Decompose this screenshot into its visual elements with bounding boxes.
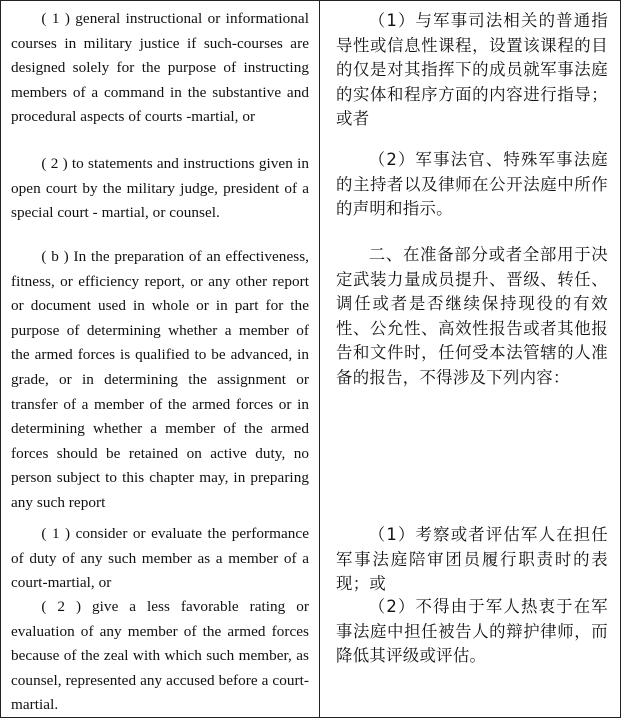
chinese-paragraph-1: （1）与军事司法相关的普通指导性或信息性课程，设置该课程的目的仅是对其指挥下的成员就军事法庭的实体和程序方面的内容进行指导；或者	[336, 11, 608, 128]
chinese-paragraph-b1: （1）考察或者评估军人在担任军事法庭陪审团员履行职责时的表现；或	[336, 525, 608, 593]
column-divider	[319, 1, 320, 717]
english-paragraph-2: ( 2 ) to statements and instructions given in open court by the military judge, president of a special court - martial, or counsel.	[11, 155, 309, 222]
english-paragraph-b1: ( 1 ) consider or evaluate the performance of duty of any such member as a member of a court-martial, or	[11, 525, 309, 592]
chinese-paragraph-2: （2）军事法官、特殊军事法庭的主持者以及律师在公开法庭中所作的声明和指示。	[336, 150, 608, 218]
english-paragraph-b2: ( 2 ) give a less favorable rating or evaluation of any member of the armed forces because of the zeal with which such member, as counsel, represented any accused before a court-martial.	[11, 598, 309, 714]
english-paragraph-1: ( 1 ) general instructional or informational courses in military justice if such-courses are designed solely for the purpose of instructing members of a command in the substantive and procedural aspects of courts -martial, or	[11, 10, 309, 126]
chinese-paragraph-b2: （2）不得由于军人热衷于在军事法庭中担任被告人的辩护律师，而降低其评级或评估。	[336, 597, 608, 665]
english-paragraph-b: ( b ) In the preparation of an effectiveness, fitness, or efficiency report, or any other report or document used in whole or in part for the purpose of determining whether a member of the armed forces is qualified to be advanced, in grade, or in determining the assignment or transfer of a member of the armed forces or in determining whether a member of the armed forces should be retained on active duty, no person subject to this chapter may, in preparing any such report	[11, 248, 309, 511]
chinese-paragraph-b: 二、在准备部分或者全部用于决定武装力量成员提升、晋级、转任、调任或者是否继续保持现役的有效性、公允性、高效性报告或者其他报告和文件时，任何受本法管辖的人准备的报告，不得涉及下列内容：	[336, 245, 608, 387]
